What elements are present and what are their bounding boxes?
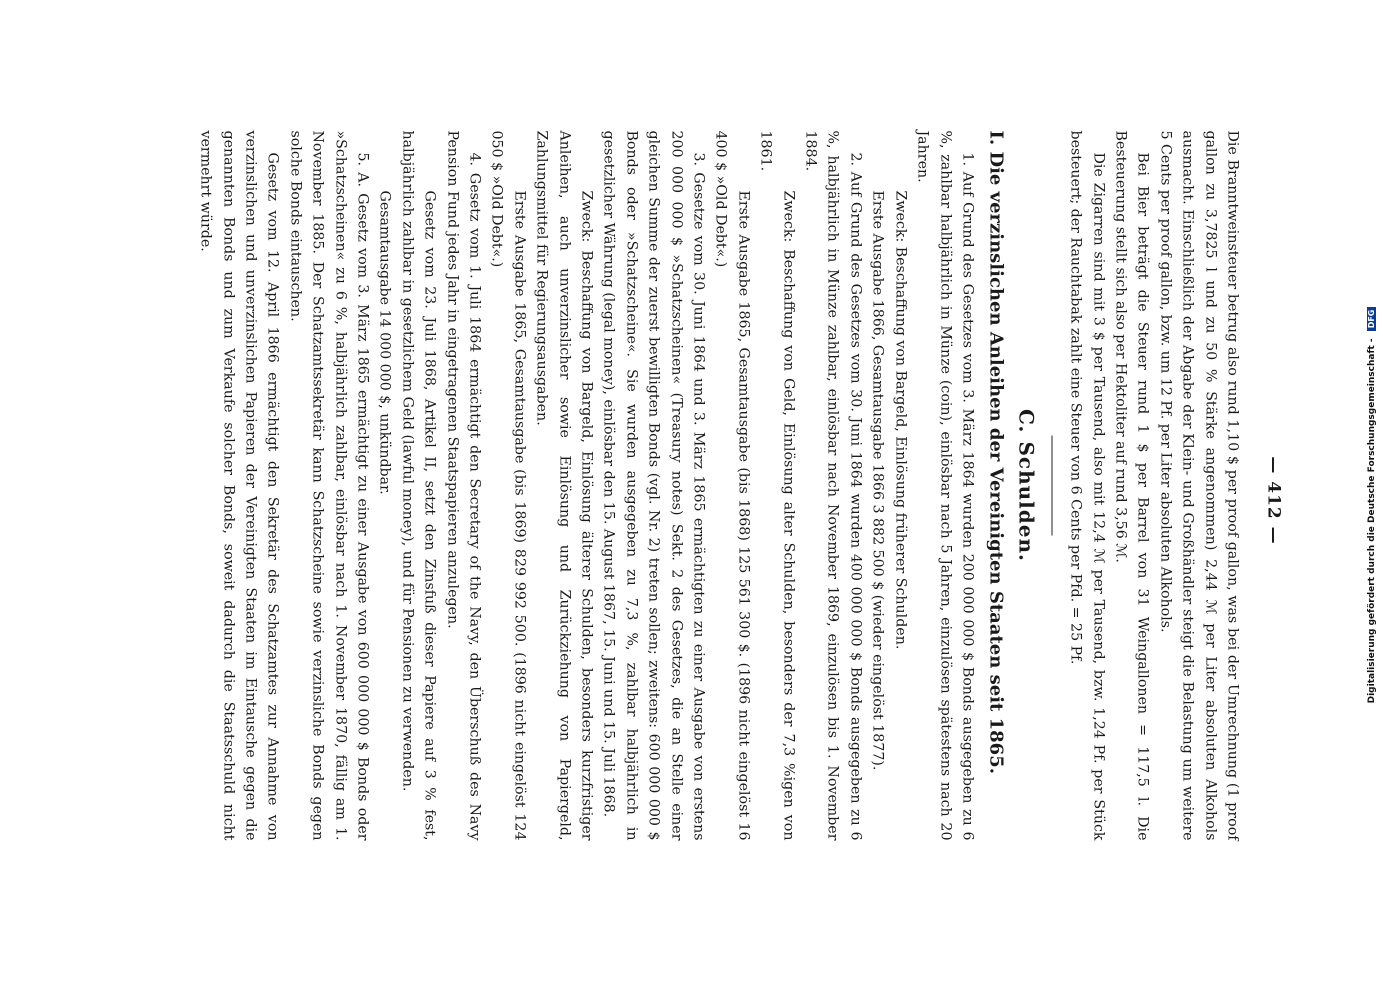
paragraph: Gesetz vom 12. April 1866 ermächtigt den Sekretär des Schatzamtes zur Annahme von verzinslichen und unverzinslichen Papieren der Vereinigten Staaten im Eintausche gegen die genannten Bonds und zum Verkaufe solcher Bonds, soweit dadurch die Staatsschuld nicht vermehrt würde. [197, 130, 281, 840]
section-heading: C. Schulden. [1013, 408, 1038, 562]
intro-paragraphs [1064, 130, 1243, 840]
paragraph: Erste Ausgabe 1866, Gesamtausgabe 1866 3 882 500 $ (wieder eingelöst 1877). [869, 190, 886, 770]
paragraph: Die Zigarren sind mit 3 $ per Tausend, also mit 12,4 ℳ per Tausend, bzw. 1,24 Pf. per Stück besteuert; der Rauchtabak zahlt eine Steuer von 6 Cents per Pfd. = 25 Pf. [1067, 130, 1106, 840]
paragraph: Erste Ausgabe 1865, Gesamtausgabe (bis 1868) 125 561 300 $. (1896 nicht eingelöst 16 400 $ »Old Debt«.) [712, 130, 751, 840]
paragraph: 5. A. Gesetz vom 3. März 1865 ermächtigt zu einer Ausgabe von 600 000 000 $ Bonds oder »Schatzscheinen« zu 6 %, halbjährlich zahlbar, einlösbar nach 1. November 1870, fällig am 1. November 1885. Der Schatzamtssekretär kann Schatzscheine sowie verzinsliche Bonds gegen solche Bonds eintauschen. [286, 130, 370, 840]
dfg-logo: DFG [1367, 307, 1376, 332]
paragraph: Zweck: Beschaffung von Geld, Einlösung alter Schulden, besonders der 7,3 %igen von 1861. [757, 130, 796, 840]
paragraph: 2. Auf Grund des Gesetzes vom 30. Juni 1864 wurden 400 000 000 $ Bonds ausgegeben zu 6 %, halbjährlich in Münze zahlbar, einlösbar nach November 1869, einzulösen bis 1. November 1884. [802, 130, 863, 840]
page-number: 412 [1263, 480, 1283, 520]
paragraph: 1. Auf Grund des Gesetzes vom 3. März 1864 wurden 200 000 000 $ Bonds ausgegeben zu 6 %, zahlbar halbjährlich in Münze (coin), einlösbar nach 5 Jahren, einzulösen spätestens nach 20 Jahren. [914, 130, 975, 840]
paragraph: Die Branntweinsteuer betrug also rund 1,10 $ per proof gallon, was bei der Umrechnung (1 proof gallon zu 3,7825 l und zu 50 % Stärke angenommen) 2,44 ℳ per Liter absoluten Alkohols ausmacht. Einschließlich der Abgabe der Klein- und Großhändler steigt die Belastung um weitere 5 Cents per proof gallon, bzw. um 12 Pf. per Liter absoluten Alkohols. [1156, 130, 1240, 840]
page-number-line: — 412 — [1263, 455, 1283, 545]
paragraph: 3. Gesetze vom 30. Juni 1864 und 3. März 1865 ermächtigten zu einer Ausgabe von erstens 200 000 000 $ »Schatzscheinen« (Treasury notes) Sekt. 2 des Gesetzes, die an Stelle einer gleichen Summe der zuerst bewilligten Bonds (vgl. Nr. 2) treten sollen; zweitens: 600 000 000 $ Bonds oder »Schatzscheine«. Sie wurden ausgegeben zu 7,3 %, zahlbar halbjährlich in gesetzlicher Währung (legal money), einlösbar den 15. August 1867, 15. Juni und 15. Juli 1868. [600, 130, 707, 840]
paragraph: 4. Gesetz vom 1. Juli 1864 ermächtigt den Secretary of the Navy, den Überschuß des Navy Pension Fund jedes Jahr in eingetragenen Staatspapieren anzulegen. [443, 130, 482, 840]
subsection-heading: I. Die verzinslichen Anleihen der Vereinigten Staaten seit 1865. [985, 130, 1007, 774]
paragraph: Zweck: Beschaffung von Bargeld, Einlösung früherer Schulden. [891, 190, 908, 649]
paragraph: Erste Ausgabe 1865, Gesamtausgabe (bis 1869) 829 992 500. (1896 nicht eingelöst 124 050 $ »Old Debt«.) [488, 130, 527, 840]
separator-rule [1051, 435, 1052, 535]
paragraph: Gesamtausgabe 14 000 000 $, unkündbar. [376, 190, 393, 495]
page-content [194, 130, 1243, 840]
paragraph: Zweck: Beschaffung von Bargeld, Einlösung älterer Schulden, besonders kurzfristiger Anleihen, auch unverzinslicher sowie Einlösung und Zurückziehung von Papiergeld, Zahlungsmittel für Regierungsausgaben. [533, 130, 595, 840]
main-paragraphs [194, 130, 978, 840]
credit-text: Digitalisierung gefördert durch die Deutsche Forschungsgemeinschaft - [1367, 338, 1377, 704]
paragraph: Bei Bier beträgt die Steuer rund 1 $ per Barrel von 31 Weingallonen = 117,5 l. Die Besteuerung stellt sich also per Hektoliter auf rund 3,56 ℳ. [1111, 130, 1151, 840]
paragraph: Gesetz vom 23. Juli 1868, Artikel II, setzt den Zinsfuß dieser Papiere auf 3 % fest, halbjährlich zahlbar in gesetzlichem Geld (lawful money), und für Pensionen zu verwenden. [398, 130, 438, 840]
digitization-credit [1367, 125, 1377, 885]
